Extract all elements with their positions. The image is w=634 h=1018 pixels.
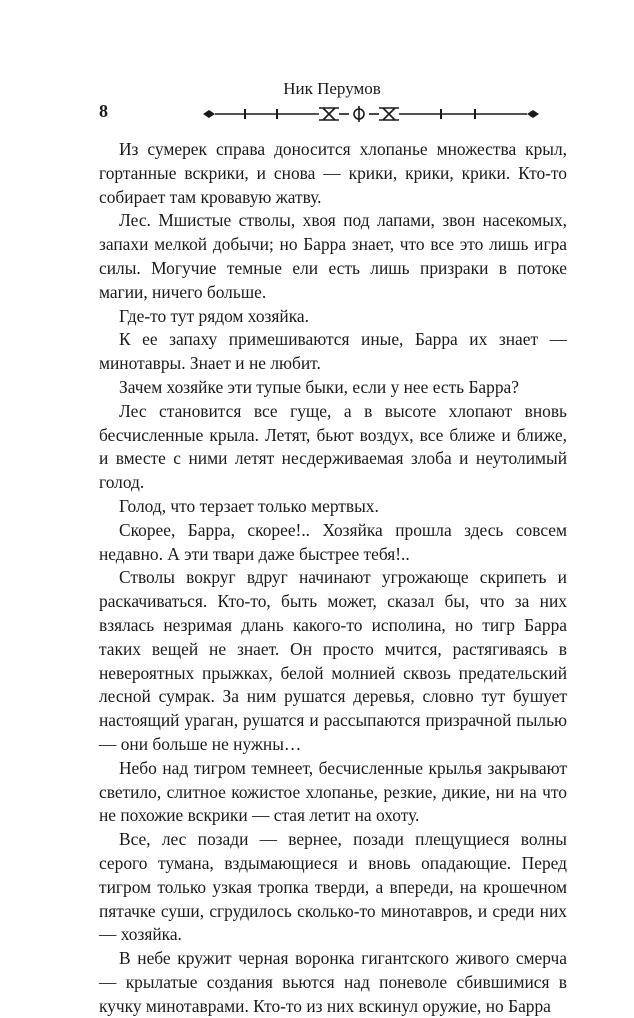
paragraph: Лес становится все гуще, а в высоте хлопают вновь бесчисленные крыла. Летят, бьют воздух, все ближе и ближе, и вместе с ними летят несдерживаемая злоба и неутолимый голод.: [99, 400, 567, 493]
paragraph: Где-то тут рядом хозяйка.: [119, 305, 309, 326]
page-number: 8: [99, 101, 108, 121]
running-head-author: Ник Перумов: [283, 79, 381, 98]
paragraph: Лес. Мшистые стволы, хвоя под лапами, звон насекомых, запахи мелкой добычи; но Барра знает, что все это лишь игра силы. Могучие темные ели есть лишь призраки в потоке магии, ничего больше.: [99, 210, 567, 302]
decorative-rule-icon: [201, 104, 541, 124]
paragraph: Из сумерек справа доносится хлопанье множества крыл, гортанные вскрики, и снова — крики, крики, крики. Кто-то собирает там кровавую жатву.: [99, 139, 567, 207]
paragraph: Зачем хозяйке эти тупые быки, если у нее есть Барра?: [119, 376, 519, 397]
paragraph: Небо над тигром темнеет, бесчисленные крылья закрывают светило, слитное кожистое хлопанье, резкие, дикие, ни на что не похожие вскрики — стая летит на охоту.: [99, 757, 567, 826]
paragraph: Все, лес позади — вернее, позади плещущиеся волны серого тумана, вздымающиеся и вновь опадающие. Перед тигром только узкая тропка тверди, а впереди, на крошечном пятачке суши, сгрудилось сколько-то минотавров, и среди них — хозяйка.: [99, 829, 567, 945]
paragraph: Стволы вокруг вдруг начинают угрожающе скрипеть и раскачиваться. Кто-то, быть может, сказал бы, что за них взялась незримая длань какого-то исполина, но тигр Барра таких вещей не знает. Он просто мчится, растягиваясь в невероятных прыжках, белой молнией сквозь предательский лесной сумрак. За ним рушатся деревья, словно тут бушует настоящий ураган, рушатся и рассыпаются призрачной пылью — они больше не нужны…: [99, 567, 567, 754]
body-text: [99, 138, 567, 1018]
paragraph: Голод, что терзает только мертвых.: [119, 495, 379, 516]
paragraph: Скорее, Барра, скорее!.. Хозяйка прошла здесь совсем недавно. А эти твари даже быстрее тебя!..: [99, 519, 567, 564]
paragraph: К ее запаху примешиваются иные, Барра их знает — минотавры. Знает и не любит.: [99, 329, 567, 374]
paragraph: В небе кружит черная воронка гигантского живого смерча — крылатые создания вьются над поневоле сбившимися в кучку минотаврами. Кто-то из них вскинул оружие, но Барра: [99, 948, 567, 1016]
